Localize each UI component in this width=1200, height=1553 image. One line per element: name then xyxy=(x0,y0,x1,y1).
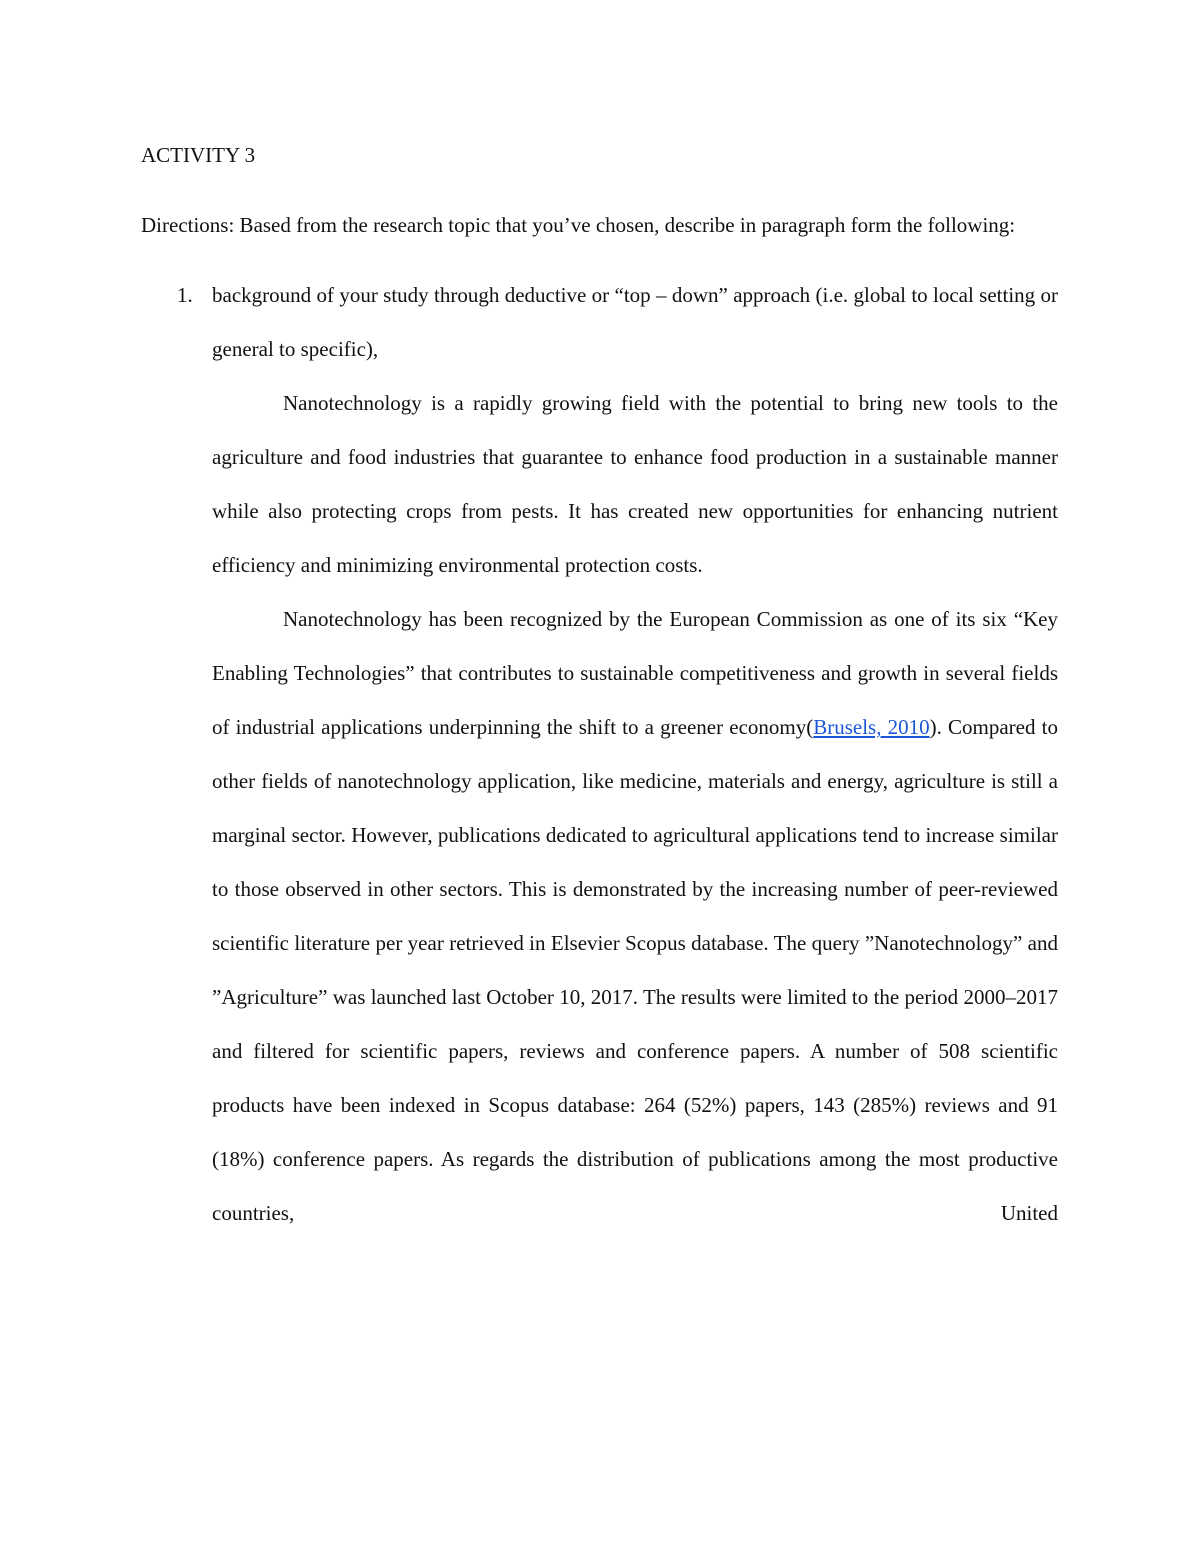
document-body xyxy=(141,128,1058,1240)
list-item-number: 1. xyxy=(177,283,193,307)
citation-link[interactable]: Brusels, 2010 xyxy=(813,715,930,739)
paragraph-2-text-after-citation: ). Compared to other fields of nanotechnology application, like medicine, materials and energy, agriculture is still a marginal sector. However, publications dedicated to agricultural applications tend to increase similar to those observed in other sectors. This is demonstrated by the increasing number of peer-reviewed scientific literature per year retrieved in Elsevier Scopus database. The query ”Nanotechnology” and ”Agriculture” was launched last October 10, 2017. The results were limited to the period 2000–2017 and filtered for scientific papers, reviews and conference papers. A number of 508 scientific products have been indexed in Scopus database: 264 (52%) papers, 143 (285%) reviews and 91 (18%) conference papers. As regards the distribution of publications among the most productive countries, United xyxy=(212,715,1058,1225)
background-paragraph-1: Nanotechnology is a rapidly growing field with the potential to bring new tools to the agriculture and food industries that guarantee to enhance food production in a sustainable manner while also protecting crops from pests. It has created new opportunities for enhancing nutrient efficiency and minimizing environmental protection costs. xyxy=(212,391,1058,577)
activity-title: ACTIVITY 3 xyxy=(141,143,256,167)
paragraph-2-text-before-citation: Nanotechnology has been recognized by the European Commission as one of its six “Key Enabling Technologies” that contributes to sustainable competitiveness and growth in several fields of industrial applications underpinning the shift to a greener economy( xyxy=(212,607,1058,739)
list-item-text: background of your study through deductive or “top – down” approach (i.e. global to local setting or general to specific), xyxy=(212,283,1058,361)
numbered-list-item xyxy=(141,268,1058,376)
background-paragraph-2 xyxy=(212,592,1058,1240)
directions-text: Directions: Based from the research topic that you’ve chosen, describe in paragraph form the following: xyxy=(141,213,1016,237)
